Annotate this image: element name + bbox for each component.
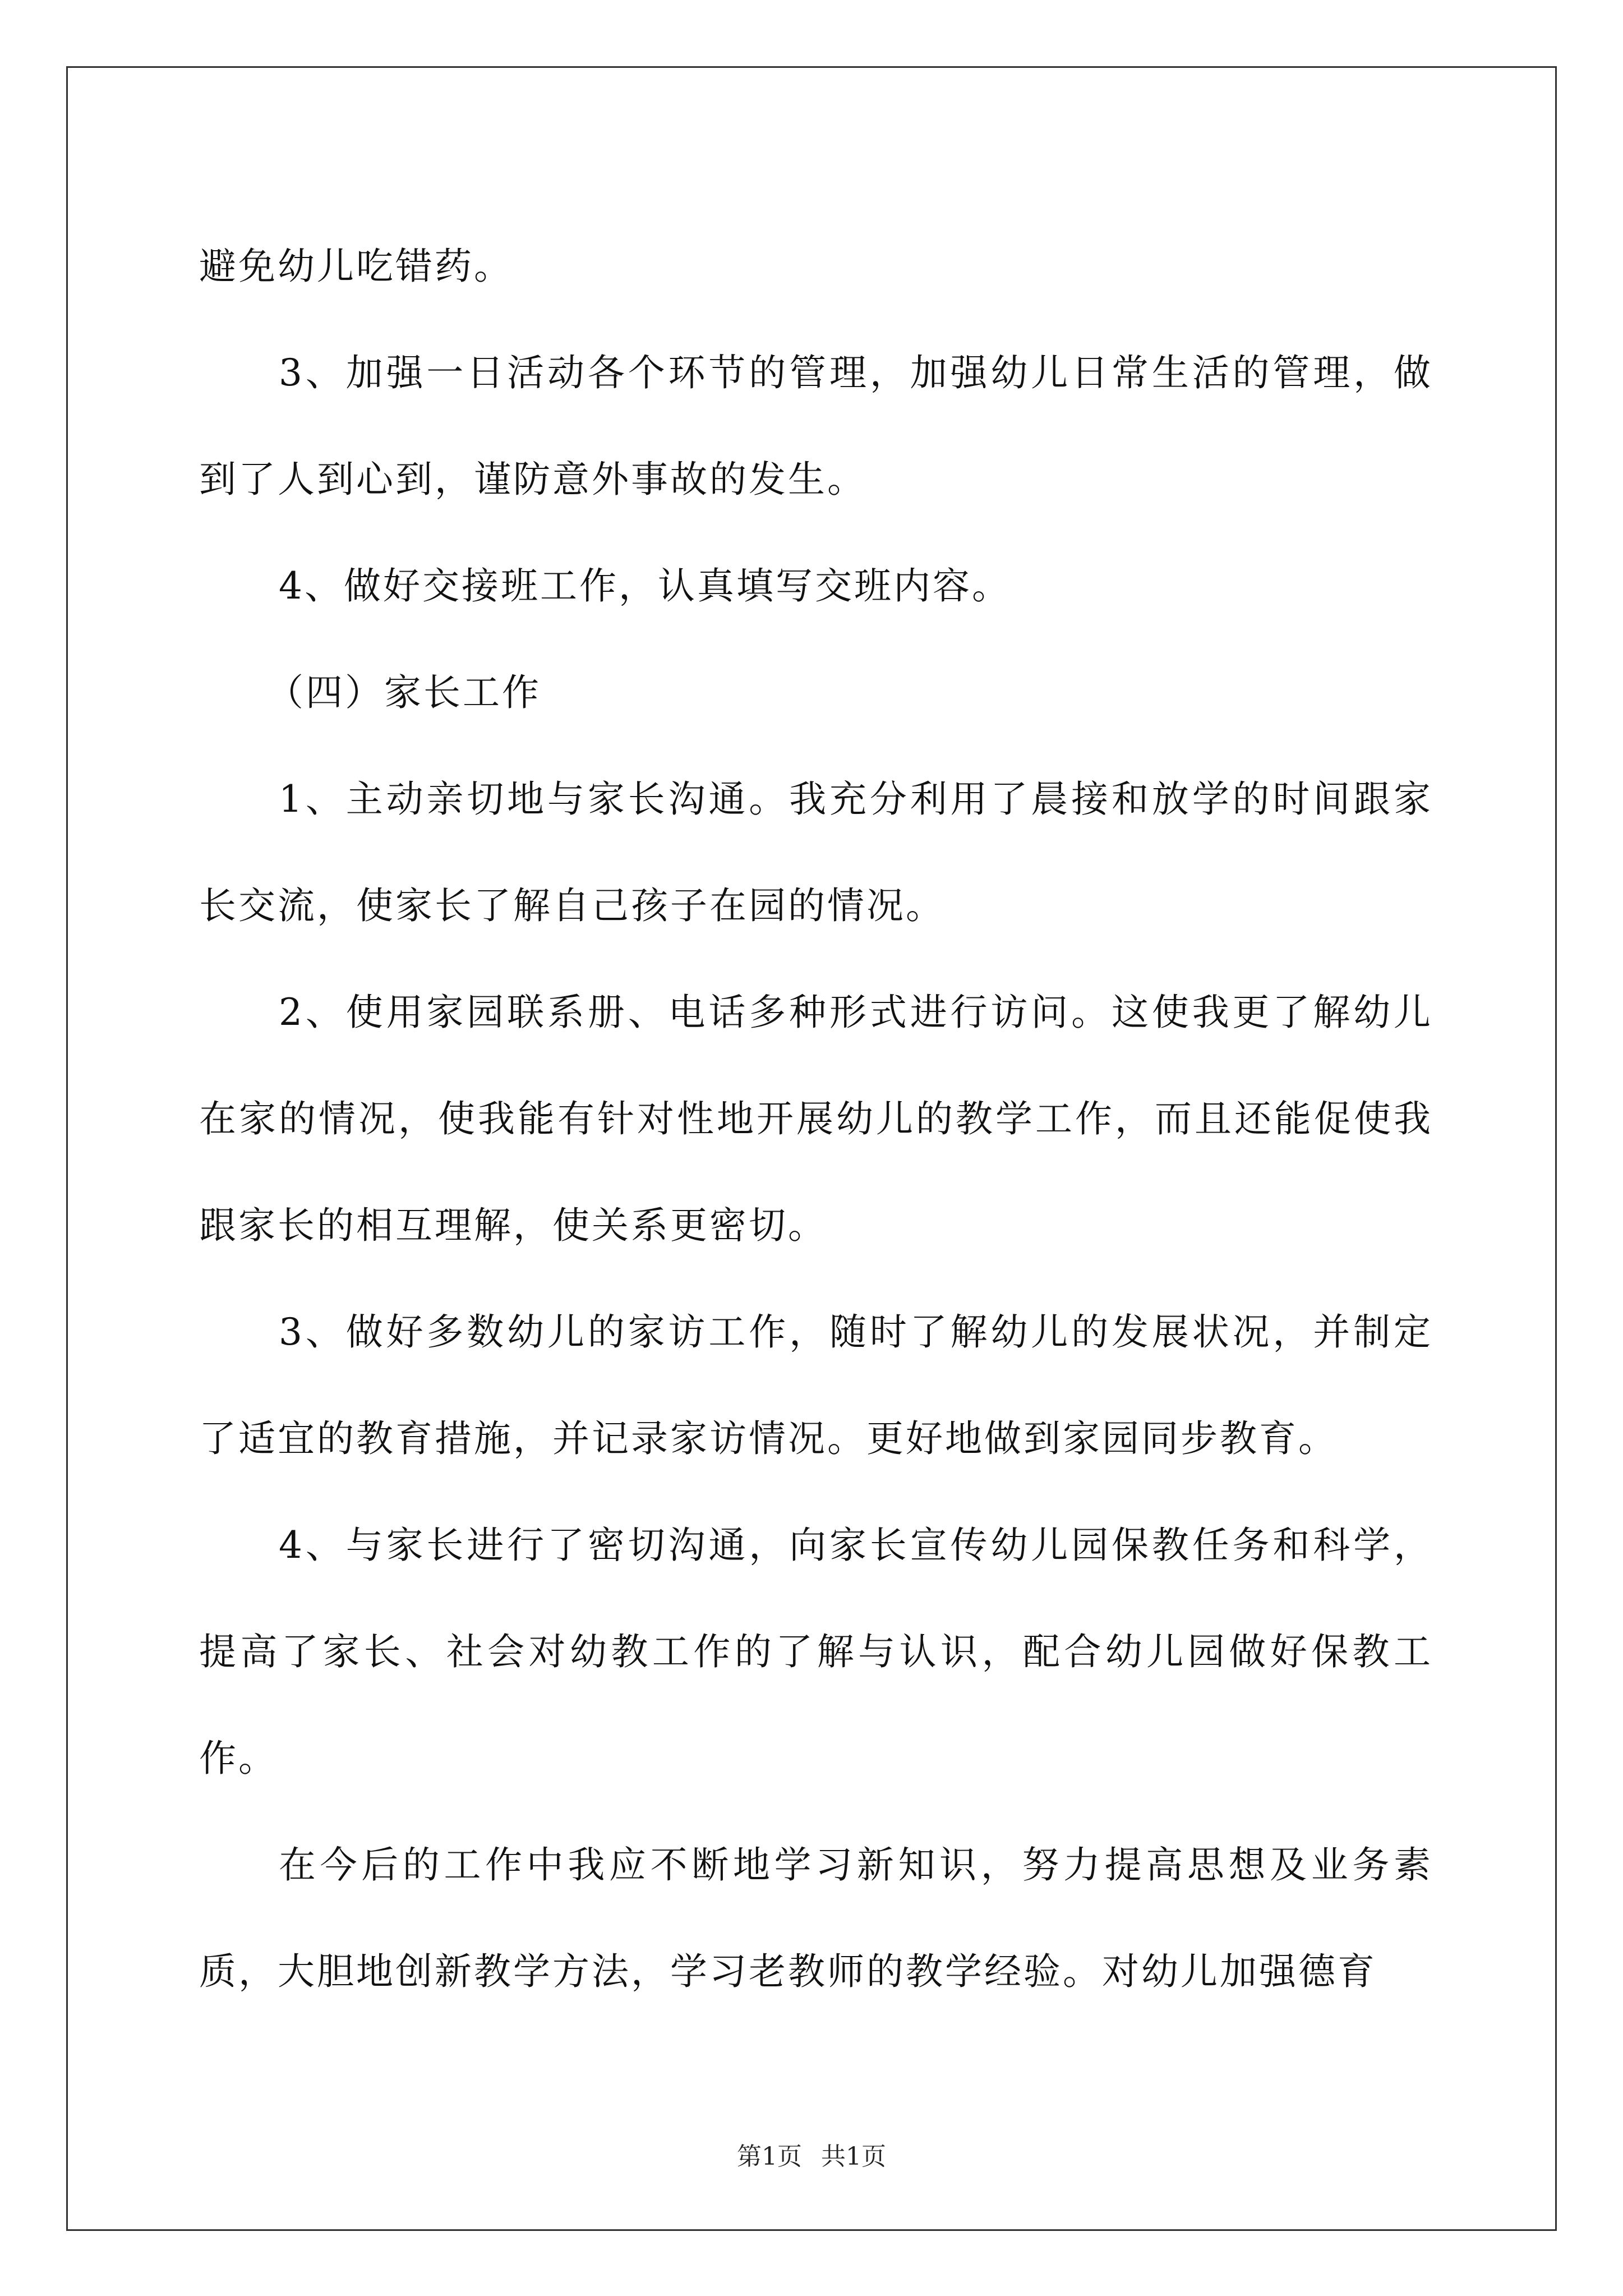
page-total: 共1页 [821,2142,886,2171]
paragraph-parents-item-3: 3、做好多数幼儿的家访工作，随时了解幼儿的发展状况，并制定了适宜的教育措施，并记录家访情况。更好地做到家园同步教育。 [199,1310,1433,1460]
paragraph-item-3-management: 3、加强一日活动各个环节的管理，加强幼儿日常生活的管理，做到了人到心到，谨防意外事故的发生。 [199,351,1433,501]
document-body [199,213,1433,2025]
page-number: 第1页 [737,2142,802,2171]
paragraph-item-4-handover: 4、做好交接班工作，认真填写交班内容。 [279,564,1011,608]
paragraph-conclusion: 在今后的工作中我应不断地学习新知识，努力提高思想及业务素质，大胆地创新教学方法，学习老教师的教学经验。对幼儿加强德育 [199,1843,1433,1993]
section-heading-parents: （四）家长工作 [266,671,541,714]
paragraph-continuation: 避免幼儿吃错药。 [199,245,513,288]
paragraph-parents-item-2: 2、使用家园联系册、电话多种形式进行访问。这使我更了解幼儿在家的情况，使我能有针对性地开展幼儿的教学工作，而且还能促使我跟家长的相互理解，使关系更密切。 [199,991,1433,1247]
paragraph-parents-item-1: 1、主动亲切地与家长沟通。我充分利用了晨接和放学的时间跟家长交流，使家长了解自己孩子在园的情况。 [199,777,1433,927]
paragraph-parents-item-4: 4、与家长进行了密切沟通，向家长宣传幼儿园保教任务和科学，提高了家长、社会对幼教工作的了解与认识，配合幼儿园做好保教工作。 [199,1524,1433,1780]
page-footer [0,2140,1623,2174]
